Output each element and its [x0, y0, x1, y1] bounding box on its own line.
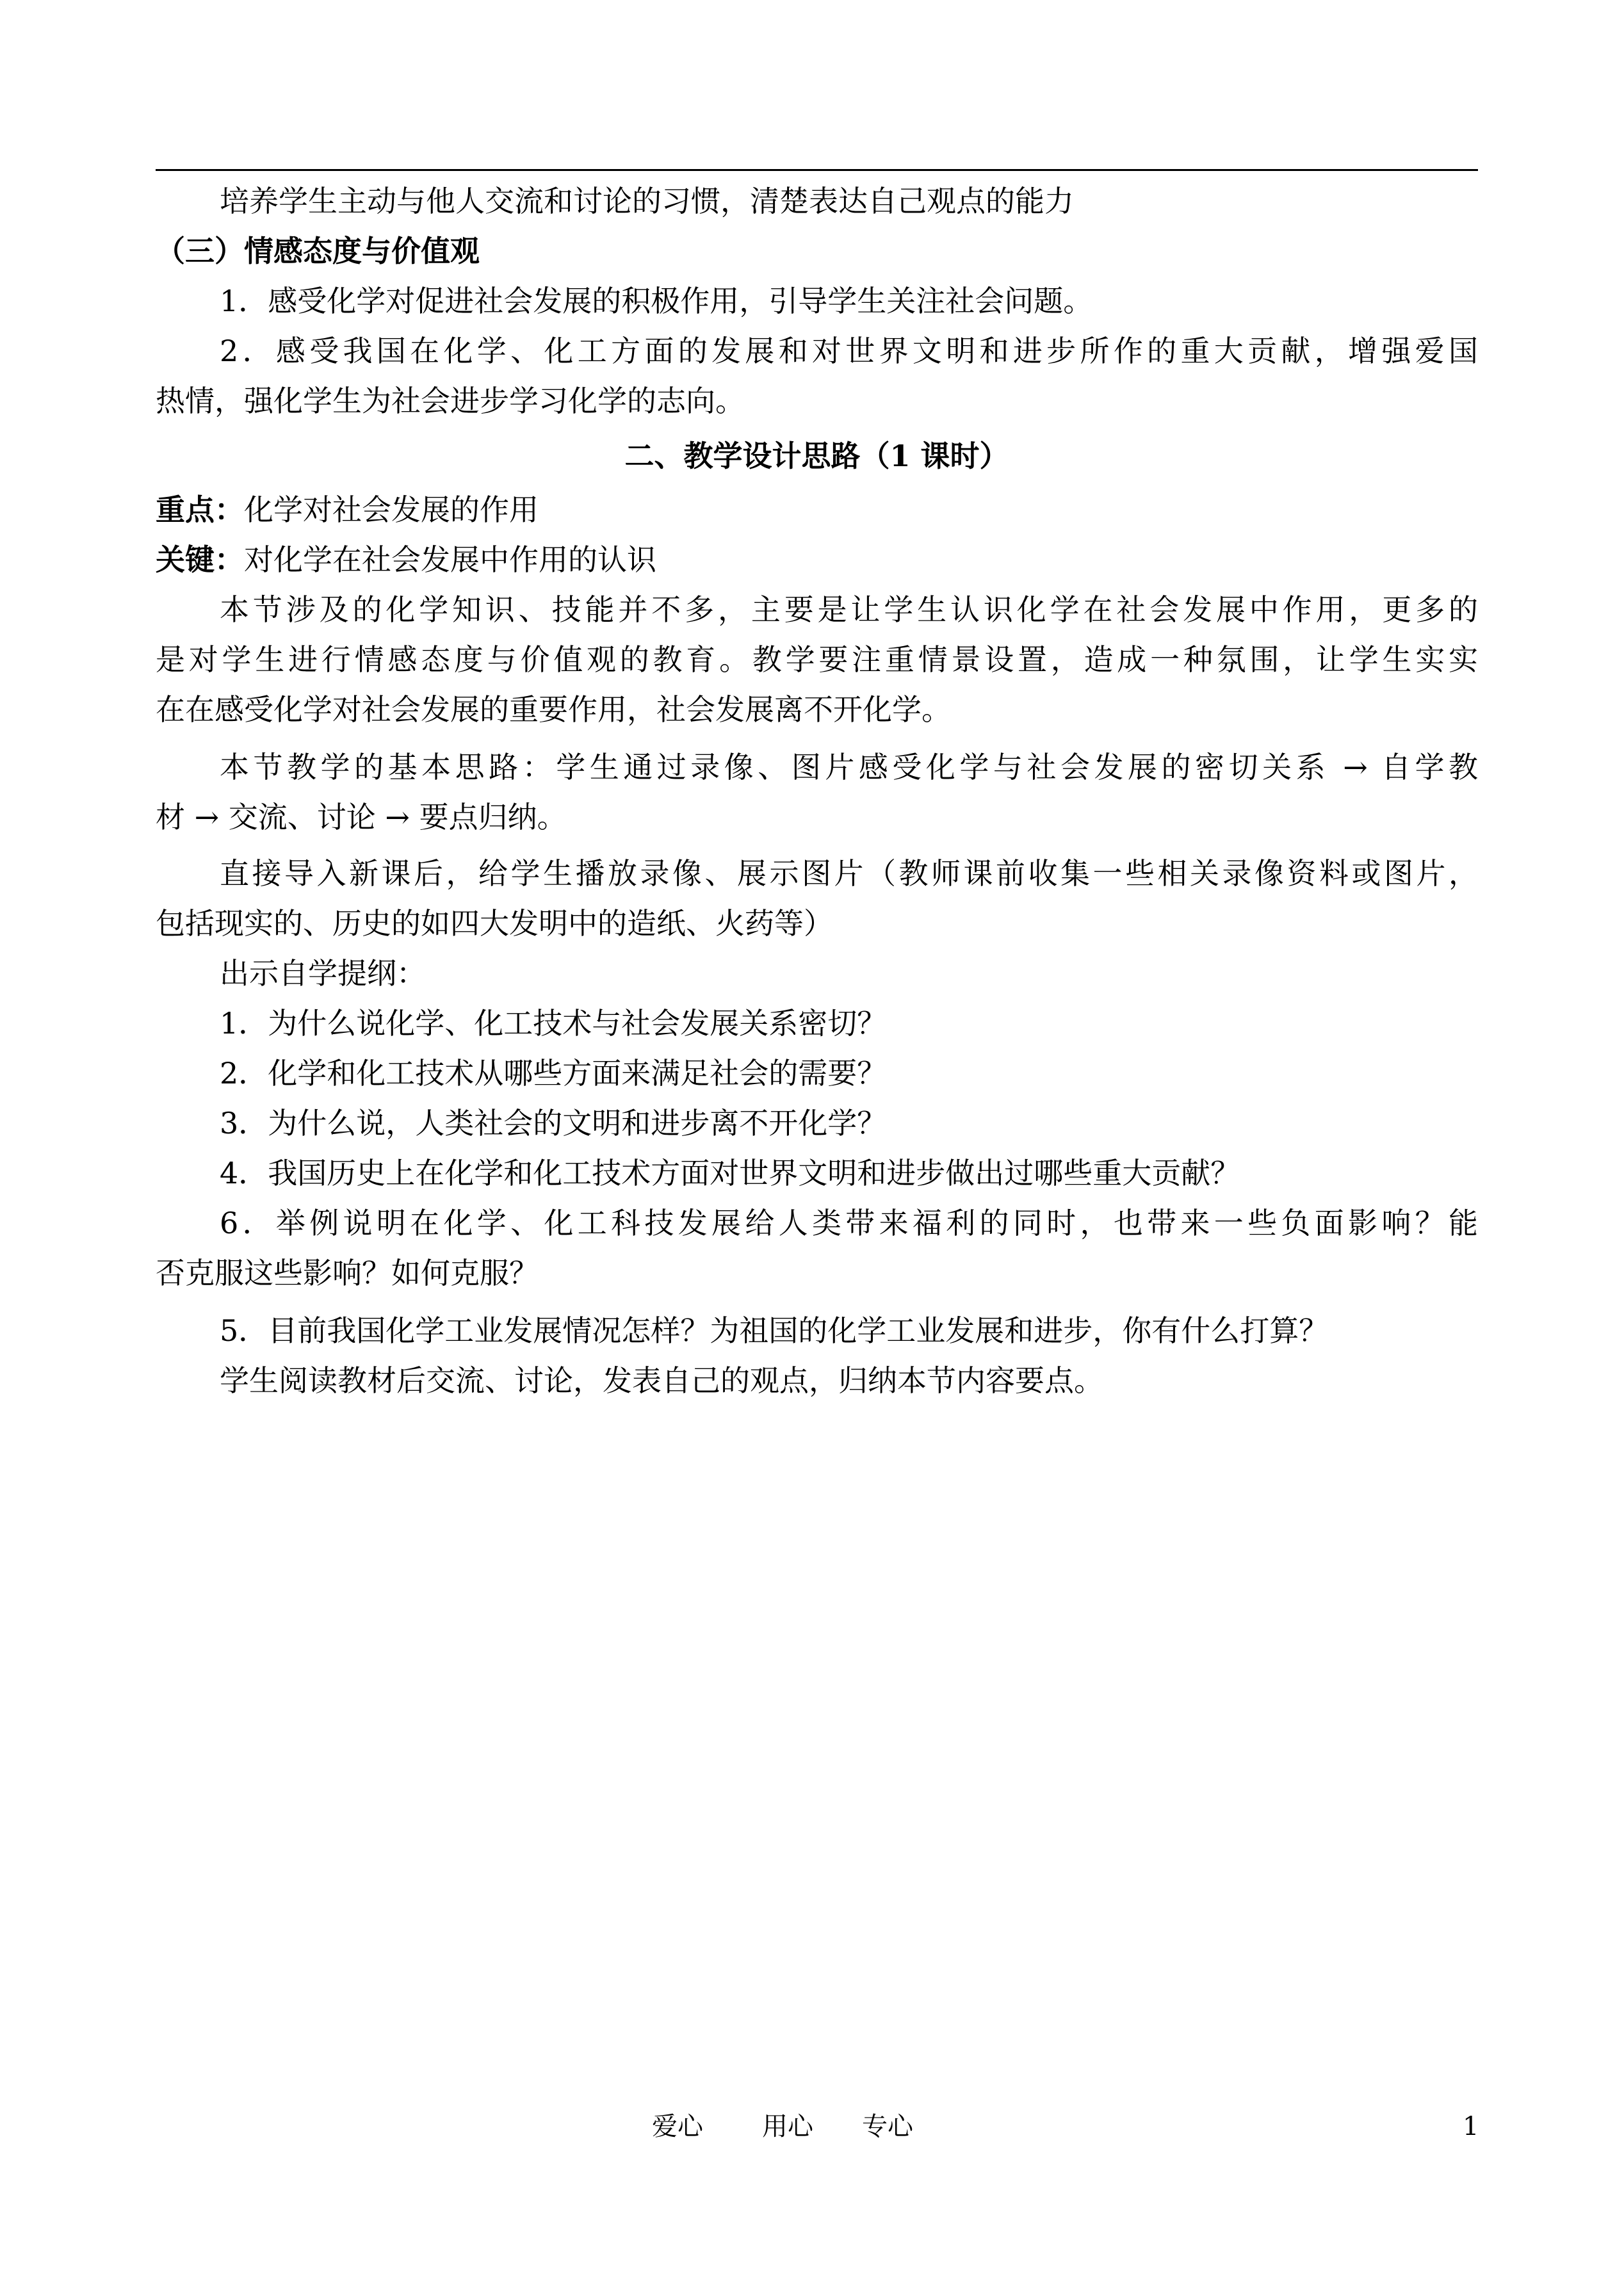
paragraph-line: 材 → 交流、讨论 → 要点归纳。: [156, 800, 567, 834]
outline-item-continuation: 否克服这些影响？如何克服？: [156, 1256, 539, 1290]
paragraph-line: 包括现实的、历史的如四大发明中的造纸、火药等）: [156, 906, 833, 941]
page-number: 1: [1463, 2112, 1479, 2141]
key-label: 关键：: [156, 542, 244, 577]
paragraph-line: 本节涉及的化学知识、技能并不多，主要是让学生认识化学在社会发展中作用，更多的: [220, 592, 1478, 627]
paragraph-line: 培养学生主动与他人交流和讨论的习惯，清楚表达自己观点的能力: [220, 184, 1074, 218]
outline-item: 4．我国历史上在化学和化工技术方面对世界文明和进步做出过哪些重大贡献？: [220, 1156, 1240, 1190]
list-item-continuation: 热情，强化学生为社会进步学习化学的志向。: [156, 384, 745, 418]
outline-item: 3．为什么说，人类社会的文明和进步离不开化学？: [220, 1106, 887, 1140]
key-point-line: [156, 492, 1478, 528]
footer-motto-3: 专心: [862, 2112, 913, 2141]
list-item: 2．感受我国在化学、化工方面的发展和对世界文明和进步所作的重大贡献，增强爱国: [220, 334, 1478, 368]
section-title: 二、教学设计思路（1 课时）: [624, 439, 1009, 473]
paragraph-line: 直接导入新课后，给学生播放录像、展示图片（教师课前收集一些相关录像资料或图片，: [220, 856, 1478, 891]
list-item: 1．感受化学对促进社会发展的积极作用，引导学生关注社会问题。: [220, 284, 1093, 318]
paragraph-line: 本节教学的基本思路：学生通过录像、图片感受化学与社会发展的密切关系 → 自学教: [220, 750, 1478, 784]
key-point-text: 化学对社会发展的作用: [244, 492, 539, 527]
outline-item: 2．化学和化工技术从哪些方面来满足社会的需要？: [220, 1056, 887, 1091]
outline-item: 6．举例说明在化学、化工科技发展给人类带来福利的同时，也带来一些负面影响？能: [220, 1206, 1478, 1240]
paragraph-line: 是对学生进行情感态度与价值观的教育。教学要注重情景设置，造成一种氛围，让学生实实: [156, 642, 1478, 677]
footer-motto-2: 用心: [762, 2112, 813, 2141]
header-rule: [156, 169, 1478, 171]
paragraph-line: 学生阅读教材后交流、讨论，发表自己的观点，归纳本节内容要点。: [220, 1363, 1103, 1398]
section-heading: （三）情感态度与价值观: [156, 234, 480, 268]
key-point-label: 重点：: [156, 492, 244, 527]
key-text: 对化学在社会发展中作用的认识: [244, 542, 656, 577]
paragraph-line: 在在感受化学对社会发展的重要作用，社会发展离不开化学。: [156, 692, 951, 727]
outline-item: 5．目前我国化学工业发展情况怎样？为祖国的化学工业发展和进步，你有什么打算？: [220, 1313, 1329, 1348]
outline-item: 1．为什么说化学、化工技术与社会发展关系密切？: [220, 1006, 887, 1041]
key-line: [156, 542, 1478, 578]
paragraph-line: 出示自学提纲：: [220, 956, 426, 991]
footer-motto-1: 爱心: [652, 2112, 703, 2141]
